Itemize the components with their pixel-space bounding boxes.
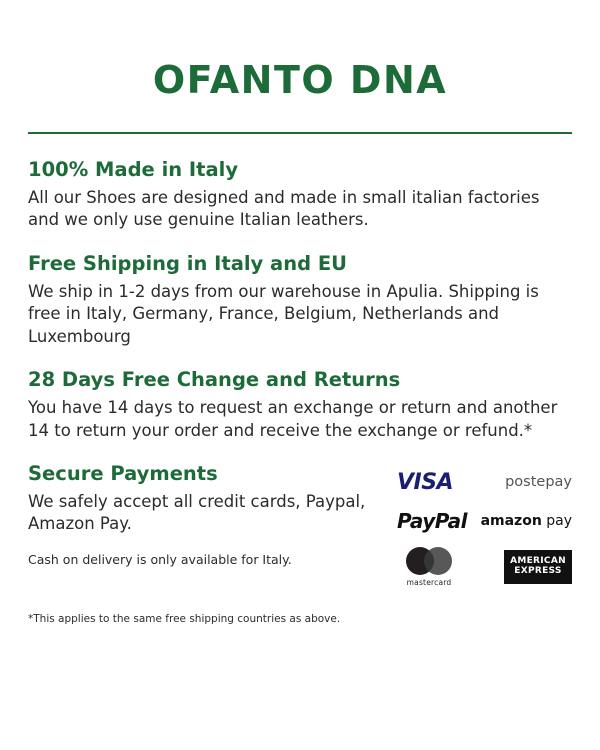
section-heading: Free Shipping in Italy and EU xyxy=(28,251,347,275)
cash-on-delivery-note: Cash on delivery is only available for Italy. xyxy=(28,551,292,567)
american-express-icon xyxy=(504,550,572,584)
section-free-shipping xyxy=(28,252,572,348)
payments-text xyxy=(28,462,388,581)
section-returns xyxy=(28,368,572,442)
payment-logo-row-2 xyxy=(397,509,572,533)
section-secure-payments xyxy=(28,462,572,587)
visa-icon: VISA xyxy=(397,469,454,495)
section-heading: 28 Days Free Change and Returns xyxy=(28,367,401,391)
mastercard-icon xyxy=(397,547,461,587)
amex-line-2: EXPRESS xyxy=(514,565,562,576)
postepay-icon: postepay xyxy=(505,474,572,491)
payment-logo-row-3 xyxy=(397,547,572,587)
section-body: We ship in 1-2 days from our warehouse in Apulia. Shipping is free in Italy, Germany, France, Belgium, Netherlands and Luxembourg xyxy=(28,282,539,346)
paypal-icon: PayPal xyxy=(397,508,468,533)
section-body: You have 14 days to request an exchange or return and another 14 to return your order and receive the exchange or refund.* xyxy=(28,398,558,440)
footnote: *This applies to the same free shipping countries as above. xyxy=(28,612,341,625)
mastercard-label: mastercard xyxy=(406,577,452,587)
page-title: OFANTO DNA xyxy=(152,58,448,102)
section-heading: 100% Made in Italy xyxy=(28,157,239,181)
amazon-pay-icon: amazon pay xyxy=(480,512,572,529)
section-body: All our Shoes are designed and made in small italian factories and we only use genuine Italian leathers. xyxy=(28,188,540,230)
section-made-in-italy xyxy=(28,158,572,232)
amex-line-1: AMERICAN xyxy=(510,556,566,567)
title-divider xyxy=(28,132,572,134)
payment-logo-row-1 xyxy=(397,470,572,495)
section-heading: Secure Payments xyxy=(28,461,218,485)
section-body: We safely accept all credit cards, Paypal, Amazon Pay. xyxy=(28,492,366,534)
mastercard-circles xyxy=(406,547,452,575)
payment-logos xyxy=(397,462,572,587)
